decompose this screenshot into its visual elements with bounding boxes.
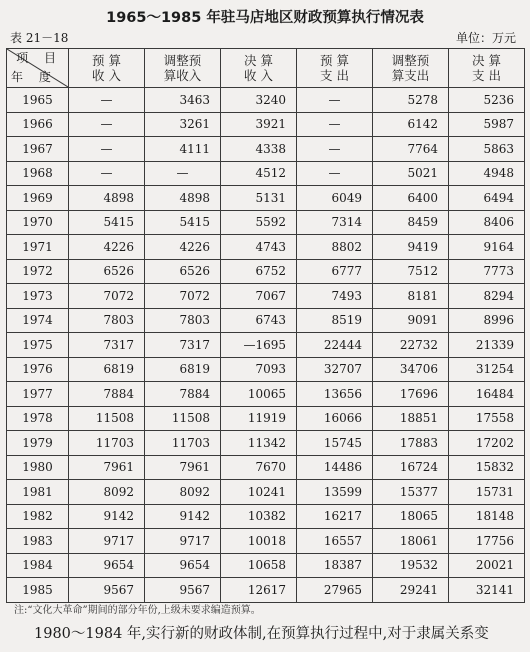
- value-cell: 13599: [297, 480, 373, 505]
- value-cell: 10241: [221, 480, 297, 505]
- value-cell: 18148: [449, 504, 525, 529]
- value-cell: 22444: [297, 333, 373, 358]
- value-cell: 10658: [221, 553, 297, 578]
- year-cell: 1973: [7, 284, 69, 309]
- column-header: 调整预 算支出: [373, 49, 449, 88]
- year-cell: 1984: [7, 553, 69, 578]
- value-cell: 15745: [297, 431, 373, 456]
- value-cell: 4512: [221, 161, 297, 186]
- value-cell: 5592: [221, 210, 297, 235]
- value-cell: 5236: [449, 88, 525, 113]
- value-cell: 7773: [449, 259, 525, 284]
- value-cell: 5415: [145, 210, 221, 235]
- value-cell: 15731: [449, 480, 525, 505]
- column-header: 预 算 支 出: [297, 49, 373, 88]
- value-cell: 16557: [297, 529, 373, 554]
- value-cell: 32141: [449, 578, 525, 603]
- year-cell: 1978: [7, 406, 69, 431]
- value-cell: 12617: [221, 578, 297, 603]
- year-cell: 1976: [7, 357, 69, 382]
- value-cell: —1695: [221, 333, 297, 358]
- value-cell: —: [297, 88, 373, 113]
- year-cell: 1971: [7, 235, 69, 260]
- year-cell: 1965: [7, 88, 69, 113]
- value-cell: 7072: [145, 284, 221, 309]
- value-cell: 4743: [221, 235, 297, 260]
- value-cell: 16217: [297, 504, 373, 529]
- year-cell: 1977: [7, 382, 69, 407]
- value-cell: 4898: [145, 186, 221, 211]
- value-cell: 9419: [373, 235, 449, 260]
- value-cell: 6526: [69, 259, 145, 284]
- value-cell: 6819: [145, 357, 221, 382]
- header-row: [7, 49, 525, 88]
- value-cell: 13656: [297, 382, 373, 407]
- year-cell: 1985: [7, 578, 69, 603]
- value-cell: 7961: [69, 455, 145, 480]
- value-cell: 8996: [449, 308, 525, 333]
- table-row: [7, 382, 525, 407]
- value-cell: 7093: [221, 357, 297, 382]
- value-cell: 6752: [221, 259, 297, 284]
- value-cell: 8519: [297, 308, 373, 333]
- table-row: [7, 88, 525, 113]
- corner-header-cell: [7, 49, 69, 88]
- value-cell: 17883: [373, 431, 449, 456]
- table-row: [7, 284, 525, 309]
- value-cell: 5131: [221, 186, 297, 211]
- year-cell: 1970: [7, 210, 69, 235]
- value-cell: 3463: [145, 88, 221, 113]
- table-row: [7, 235, 525, 260]
- value-cell: 7317: [145, 333, 221, 358]
- value-cell: 6743: [221, 308, 297, 333]
- value-cell: 22732: [373, 333, 449, 358]
- body-text: 1980～1984 年,实行新的财政体制,在预算执行过程中,对于隶属关系变: [34, 626, 489, 642]
- value-cell: 7067: [221, 284, 297, 309]
- value-cell: 11703: [69, 431, 145, 456]
- table-row: [7, 553, 525, 578]
- column-header: 决 算 支 出: [449, 49, 525, 88]
- value-cell: 8092: [145, 480, 221, 505]
- value-cell: —: [69, 161, 145, 186]
- value-cell: 11342: [221, 431, 297, 456]
- value-cell: 11919: [221, 406, 297, 431]
- value-cell: 4111: [145, 137, 221, 162]
- value-cell: 20021: [449, 553, 525, 578]
- value-cell: 7764: [373, 137, 449, 162]
- value-cell: 32707: [297, 357, 373, 382]
- year-cell: 1983: [7, 529, 69, 554]
- value-cell: —: [69, 88, 145, 113]
- value-cell: 18065: [373, 504, 449, 529]
- value-cell: 29241: [373, 578, 449, 603]
- value-cell: 10382: [221, 504, 297, 529]
- value-cell: 8181: [373, 284, 449, 309]
- value-cell: —: [69, 137, 145, 162]
- value-cell: —: [297, 112, 373, 137]
- value-cell: 4226: [145, 235, 221, 260]
- table-row: [7, 455, 525, 480]
- value-cell: 34706: [373, 357, 449, 382]
- value-cell: 7493: [297, 284, 373, 309]
- value-cell: 16724: [373, 455, 449, 480]
- value-cell: 7317: [69, 333, 145, 358]
- corner-year-label: 年 度: [11, 70, 57, 84]
- column-header: 决 算 收 入: [221, 49, 297, 88]
- year-cell: 1982: [7, 504, 69, 529]
- value-cell: 3921: [221, 112, 297, 137]
- value-cell: 3261: [145, 112, 221, 137]
- value-cell: —: [145, 161, 221, 186]
- value-cell: 7072: [69, 284, 145, 309]
- value-cell: 6400: [373, 186, 449, 211]
- value-cell: 9717: [145, 529, 221, 554]
- value-cell: 5987: [449, 112, 525, 137]
- value-cell: 14486: [297, 455, 373, 480]
- year-cell: 1966: [7, 112, 69, 137]
- value-cell: 9567: [69, 578, 145, 603]
- year-cell: 1980: [7, 455, 69, 480]
- table-row: [7, 431, 525, 456]
- table-row: [7, 578, 525, 603]
- year-cell: 1967: [7, 137, 69, 162]
- value-cell: 9164: [449, 235, 525, 260]
- value-cell: 9091: [373, 308, 449, 333]
- value-cell: 7803: [69, 308, 145, 333]
- table-row: [7, 357, 525, 382]
- value-cell: 7314: [297, 210, 373, 235]
- page-title: 1965～1985 年驻马店地区财政预算执行情况表: [106, 10, 424, 26]
- value-cell: 15832: [449, 455, 525, 480]
- value-cell: 6526: [145, 259, 221, 284]
- value-cell: 19532: [373, 553, 449, 578]
- corner-item-label: 项 目: [16, 51, 62, 65]
- table-row: [7, 480, 525, 505]
- value-cell: 5021: [373, 161, 449, 186]
- value-cell: 9567: [145, 578, 221, 603]
- value-cell: 17756: [449, 529, 525, 554]
- value-cell: 4898: [69, 186, 145, 211]
- value-cell: 16484: [449, 382, 525, 407]
- table-row: [7, 406, 525, 431]
- table-row: [7, 186, 525, 211]
- value-cell: 6049: [297, 186, 373, 211]
- value-cell: 21339: [449, 333, 525, 358]
- value-cell: 9717: [69, 529, 145, 554]
- value-cell: 8406: [449, 210, 525, 235]
- value-cell: 31254: [449, 357, 525, 382]
- value-cell: —: [69, 112, 145, 137]
- value-cell: 6777: [297, 259, 373, 284]
- table-row: [7, 529, 525, 554]
- value-cell: 4226: [69, 235, 145, 260]
- table-row: [7, 112, 525, 137]
- value-cell: —: [297, 161, 373, 186]
- value-cell: 18851: [373, 406, 449, 431]
- year-cell: 1972: [7, 259, 69, 284]
- year-cell: 1975: [7, 333, 69, 358]
- value-cell: 11508: [69, 406, 145, 431]
- value-cell: 8459: [373, 210, 449, 235]
- value-cell: 4948: [449, 161, 525, 186]
- value-cell: 7961: [145, 455, 221, 480]
- budget-table: [6, 48, 525, 603]
- table-number: 表 21－18: [10, 31, 69, 45]
- value-cell: 8092: [69, 480, 145, 505]
- value-cell: 7512: [373, 259, 449, 284]
- value-cell: 8802: [297, 235, 373, 260]
- table-row: [7, 137, 525, 162]
- value-cell: 10018: [221, 529, 297, 554]
- value-cell: 11508: [145, 406, 221, 431]
- value-cell: 4338: [221, 137, 297, 162]
- value-cell: 5863: [449, 137, 525, 162]
- value-cell: 7884: [145, 382, 221, 407]
- value-cell: 9142: [145, 504, 221, 529]
- year-cell: 1979: [7, 431, 69, 456]
- table-row: [7, 161, 525, 186]
- table-row: [7, 210, 525, 235]
- value-cell: 7670: [221, 455, 297, 480]
- value-cell: 18387: [297, 553, 373, 578]
- value-cell: —: [297, 137, 373, 162]
- value-cell: 5278: [373, 88, 449, 113]
- table-row: [7, 333, 525, 358]
- value-cell: 7803: [145, 308, 221, 333]
- value-cell: 7884: [69, 382, 145, 407]
- value-cell: 15377: [373, 480, 449, 505]
- year-cell: 1981: [7, 480, 69, 505]
- value-cell: 11703: [145, 431, 221, 456]
- table-row: [7, 259, 525, 284]
- value-cell: 8294: [449, 284, 525, 309]
- value-cell: 27965: [297, 578, 373, 603]
- year-cell: 1974: [7, 308, 69, 333]
- value-cell: 6819: [69, 357, 145, 382]
- value-cell: 5415: [69, 210, 145, 235]
- table-note: 注:“文化大革命”期间的部分年份,上级未要求编造预算。: [14, 605, 261, 616]
- value-cell: 18061: [373, 529, 449, 554]
- value-cell: 17696: [373, 382, 449, 407]
- column-header: 调整预 算收入: [145, 49, 221, 88]
- year-cell: 1968: [7, 161, 69, 186]
- unit-label: 单位：万元: [455, 31, 516, 45]
- value-cell: 9142: [69, 504, 145, 529]
- value-cell: 9654: [69, 553, 145, 578]
- value-cell: 17202: [449, 431, 525, 456]
- value-cell: 9654: [145, 553, 221, 578]
- table-row: [7, 504, 525, 529]
- value-cell: 3240: [221, 88, 297, 113]
- value-cell: 17558: [449, 406, 525, 431]
- value-cell: 10065: [221, 382, 297, 407]
- value-cell: 6142: [373, 112, 449, 137]
- value-cell: 16066: [297, 406, 373, 431]
- value-cell: 6494: [449, 186, 525, 211]
- year-cell: 1969: [7, 186, 69, 211]
- column-header: 预 算 收 入: [69, 49, 145, 88]
- table-row: [7, 308, 525, 333]
